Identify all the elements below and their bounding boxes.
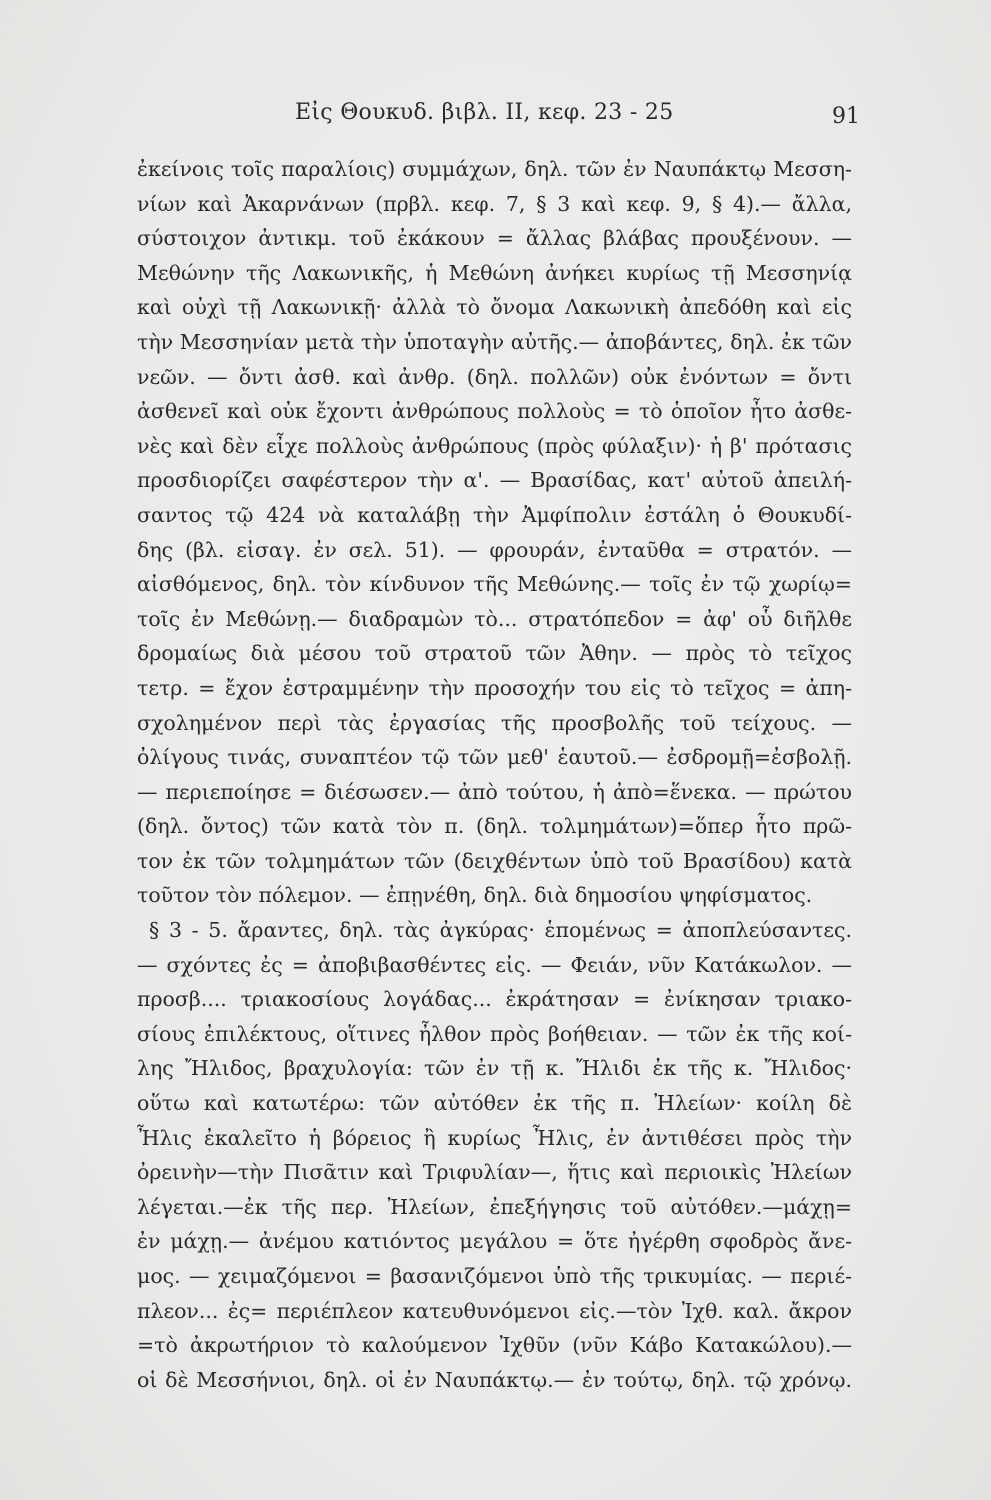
text-line: μος. — χειμαζόμενοι = βασανιζόμενοι ὑπὸ τῆς τρικυμίας. — περιέ- [137,1264,852,1288]
text-line: λέγεται.—ἐκ τῆς περ. Ἠλείων, ἐπεξήγησις τοῦ αὐτόθεν.—μάχῃ= [137,1194,852,1219]
page-number: 91 [832,104,860,129]
text-line: — περιεποίησε = διέσωσεν.— ἀπὸ τούτου, ἡ ἀπὸ=ἕνεκα. — πρώτου [137,779,852,804]
commentary-text [137,152,852,1397]
text-line: τον ἐκ τῶν τολμημάτων τῶν (δειχθέντων ὑπὸ τοῦ Βρασίδου) κατὰ [137,848,852,873]
text-line: οἱ δὲ Μεσσήνιοι, δηλ. οἱ ἐν Ναυπάκτῳ.— ἐν τούτῳ, δηλ. τῷ χρόνῳ. [137,1367,852,1392]
text-line: νίων καὶ Ἀκαρνάνων (πρβλ. κεφ. 7, § 3 καὶ κεφ. 9, § 4).— ἄλλα, [137,191,852,216]
text-line: σχολημένον περὶ τὰς ἐργασίας τῆς προσβολῆς τοῦ τείχους. — [137,710,852,735]
text-line: πλεον... ἐς= περιέπλεον κατευθυνόμενοι εἰς.—τὸν Ἰχθ. καλ. ἄκρον [137,1298,852,1323]
text-line: δρομαίως διὰ μέσου τοῦ στρατοῦ τῶν Ἀθην. — πρὸς τὸ τεῖχος [137,641,852,666]
text-line: προσδιορίζει σαφέστερον τὴν α'. — Βρασίδας, κατ' αὐτοῦ ἀπειλή- [137,468,852,493]
text-line: τοῦτον τὸν πόλεμον. — ἐπῃνέθη, δηλ. διὰ δημοσίου ψηφίσματος. [137,883,813,908]
running-head: Εἰς Θουκυδ. βιβλ. ΙΙ, κεφ. 23 - 25 [295,100,674,125]
text-line: καὶ οὐχὶ τῇ Λακωνικῇ· ἀλλὰ τὸ ὄνομα Λακωνικὴ ἀπεδόθη καὶ εἰς [137,295,852,320]
text-line: αἰσθόμενος, δηλ. τὸν κίνδυνον τῆς Μεθώνης.— τοῖς ἐν τῷ χωρίῳ= [137,572,852,597]
text-line: τετρ. = ἔχον ἐστραμμένην τὴν προσοχήν του εἰς τὸ τεῖχος = ἀπη- [137,675,852,700]
text-line: λης Ἤλιδος, βραχυλογία: τῶν ἐν τῇ κ. Ἤλιδι ἐκ τῆς κ. Ἤλιδος· [137,1056,852,1081]
text-line: νὲς καὶ δὲν εἶχε πολλοὺς ἀνθρώπους (πρὸς φύλαξιν)· ἡ β' πρότασις [137,433,852,458]
text-line: δης (βλ. εἰσαγ. ἐν σελ. 51). — φρουράν, ἐνταῦθα = στρατόν. — [137,537,852,562]
text-line: ἐν μάχῃ.— ἀνέμου κατιόντος μεγάλου = ὅτε ἠγέρθη σφοδρὸς ἄνε- [137,1229,852,1254]
text-line: προσβ.... τριακοσίους λογάδας... ἐκράτησαν = ἐνίκησαν τριακο- [137,987,852,1012]
text-line: =τὸ ἀκρωτήριον τὸ καλούμενον Ἰχθῦν (νῦν Κάβο Κατακώλου).— [137,1333,852,1358]
text-line: Ἦλις ἐκαλεῖτο ἡ βόρειος ἢ κυρίως Ἦλις, ἐν ἀντιθέσει πρὸς τὴν [137,1125,852,1150]
text-line: ἀσθενεῖ καὶ οὐκ ἔχοντι ἀνθρώπους πολλοὺς = τὸ ὁποῖον ἦτο ἀσθε- [137,399,852,424]
text-line: οὕτω καὶ κατωτέρω: τῶν αὐτόθεν ἐκ τῆς π. Ἠλείων· κοίλη δὲ [137,1091,852,1116]
text-line: τοῖς ἐν Μεθώνῃ.— διαδραμὼν τὸ... στρατόπεδον = ἀφ' οὗ διῆλθε [137,606,852,631]
text-line: σίους ἐπιλέκτους, οἵτινες ἦλθον πρὸς βοήθειαν. — τῶν ἐκ τῆς κοί- [137,1021,852,1046]
text-line: ὀρεινὴν—τὴν Πισᾶτιν καὶ Τριφυλίαν—, ἥτις καὶ περιοικὶς Ἠλείων [137,1160,852,1185]
text-line: σύστοιχον ἀντικμ. τοῦ ἐκάκουν = ἄλλας βλάβας προυξένουν. — [137,226,852,251]
text-line: (δηλ. ὄντος) τῶν κατὰ τὸν π. (δηλ. τολμημάτων)=ὅπερ ἦτο πρῶ- [137,814,852,839]
page-header [140,100,860,132]
text-line: τὴν Μεσσηνίαν μετὰ τὴν ὑποταγὴν αὐτῆς.— ἀποβάντες, δηλ. ἐκ τῶν [137,329,852,354]
text-line: Μεθώνην τῆς Λακωνικῆς, ἡ Μεθώνη ἀνήκει κυρίως τῇ Μεσσηνίᾳ [137,260,852,285]
text-line: νεῶν. — ὄντι ἀσθ. καὶ ἀνθρ. (δηλ. πολλῶν) οὐκ ἐνόντων = ὄντι [137,364,852,389]
text-line: ἐκείνοις τοῖς παραλίοις) συμμάχων, δηλ. τῶν ἐν Ναυπάκτῳ Μεσση- [137,157,852,181]
text-line: — σχόντες ἐς = ἀποβιβασθέντες εἰς. — Φειάν, νῦν Κατάκωλον. — [137,952,852,977]
text-line: ὀλίγους τινάς, συναπτέον τῷ τῶν μεθ' ἑαυτοῦ.— ἐσδρομῇ=ἐσβολῇ. [137,745,852,770]
text-line: σαντος τῷ 424 νὰ καταλάβῃ τὴν Ἀμφίπολιν ἐστάλη ὁ Θουκυδί- [137,502,852,527]
text-line: § 3 - 5. ἄραντες, δηλ. τὰς ἀγκύρας· ἑπομένως = ἀποπλεύσαντες. [149,918,852,943]
